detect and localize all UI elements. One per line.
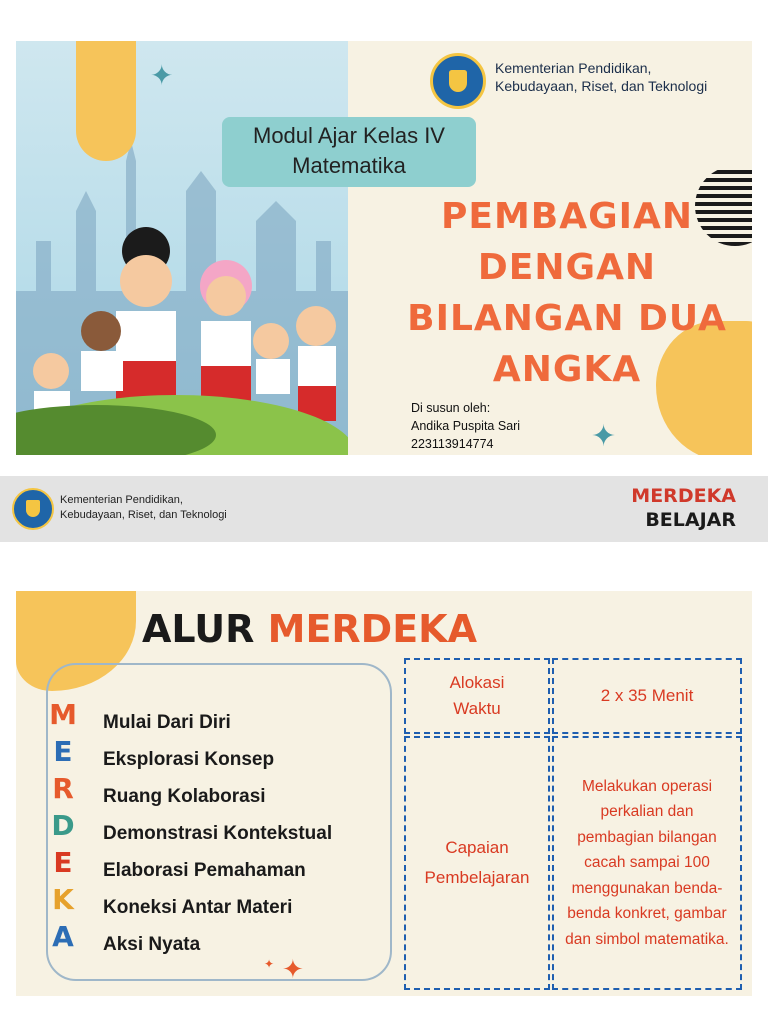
decorative-blob: [76, 41, 136, 161]
step-item: Demonstrasi Kontekstual: [103, 823, 333, 844]
sparkle-icon: ✦: [282, 955, 304, 985]
capaian-description: Melakukan operasi perkalian dan pembagian bilangan cacah sampai 100 menggunakan benda-benda konkret, gambar dan simbol matematika.: [565, 777, 729, 948]
step-item: Elaborasi Pemahaman: [103, 860, 306, 881]
author-block: [411, 399, 520, 453]
banner-ministry-line1: Kementerian Pendidikan,: [60, 494, 183, 506]
brand-line1: MERDEKA: [631, 485, 736, 507]
cover-title: [402, 191, 732, 395]
sparkle-icon: ✦: [150, 59, 174, 92]
module-class-label: Modul Ajar Kelas IV: [253, 123, 445, 148]
acronym-letter: D: [51, 809, 75, 842]
cover-slide: [16, 41, 752, 455]
ministry-logo-icon: [12, 488, 54, 530]
merdeka-belajar-logo: [631, 484, 736, 532]
city-skyline-illustration: [16, 41, 348, 455]
step-item: Ruang Kolaborasi: [103, 786, 266, 807]
time-value: 2 x 35 Menit: [600, 686, 694, 705]
table-cell-capaian: [404, 736, 550, 990]
banner-ministry-line2: Kebudayaan, Riset, dan Teknologi: [60, 509, 227, 521]
alokasi-label-line1: Alokasi: [449, 673, 505, 692]
capaian-label-line2: Pembelajaran: [424, 868, 530, 887]
author-id: 223113914774: [411, 437, 494, 451]
cover-illustration: [16, 41, 348, 455]
table-cell-description: [552, 736, 742, 990]
cover-title-line: PEMBAGIAN: [440, 196, 694, 237]
step-item: Aksi Nyata: [103, 934, 201, 955]
banner-ministry-name: [60, 493, 227, 523]
slide-title-part1: ALUR: [142, 607, 255, 651]
steps-list: [103, 704, 332, 963]
acronym-letter: E: [53, 846, 73, 879]
ministry-banner: [0, 476, 768, 542]
author-name: Andika Puspita Sari: [411, 419, 521, 433]
info-table: [404, 658, 742, 990]
acronym-letter: M: [49, 698, 77, 731]
step-item: Mulai Dari Diri: [103, 712, 231, 733]
table-cell-alokasi: [404, 658, 550, 734]
alokasi-label-line2: Waktu: [453, 699, 501, 718]
step-item: Eksplorasi Konsep: [103, 749, 275, 770]
capaian-label-line1: Capaian: [445, 838, 509, 857]
cover-title-line: ANGKA: [492, 349, 642, 390]
ministry-name-line1: Kementerian Pendidikan,: [495, 60, 652, 76]
sparkle-icon: ✦: [264, 957, 275, 971]
ministry-name-line2: Kebudayaan, Riset, dan Teknologi: [495, 78, 708, 94]
ministry-name: [495, 59, 745, 95]
step-item: Koneksi Antar Materi: [103, 897, 293, 918]
slide-title-part2: MERDEKA: [267, 607, 478, 651]
module-label-box: [222, 117, 476, 187]
slide-title: [142, 605, 477, 653]
module-subject-label: Matematika: [292, 153, 406, 178]
acronym-letter: E: [53, 735, 73, 768]
table-cell-time: [552, 658, 742, 734]
acronym-letter: K: [52, 883, 74, 916]
sparkle-icon: ✦: [591, 419, 617, 454]
cover-title-line: DENGAN: [477, 247, 657, 288]
acronym-letter: A: [52, 920, 74, 953]
brand-line2: BELAJAR: [645, 509, 736, 531]
acronym-letter: R: [52, 772, 74, 805]
merdeka-acronym: [48, 696, 78, 955]
alur-merdeka-slide: [16, 591, 752, 996]
cover-title-line: BILANGAN DUA: [407, 298, 727, 339]
author-label: Di susun oleh:: [411, 401, 491, 415]
ministry-logo-icon: [430, 53, 486, 109]
